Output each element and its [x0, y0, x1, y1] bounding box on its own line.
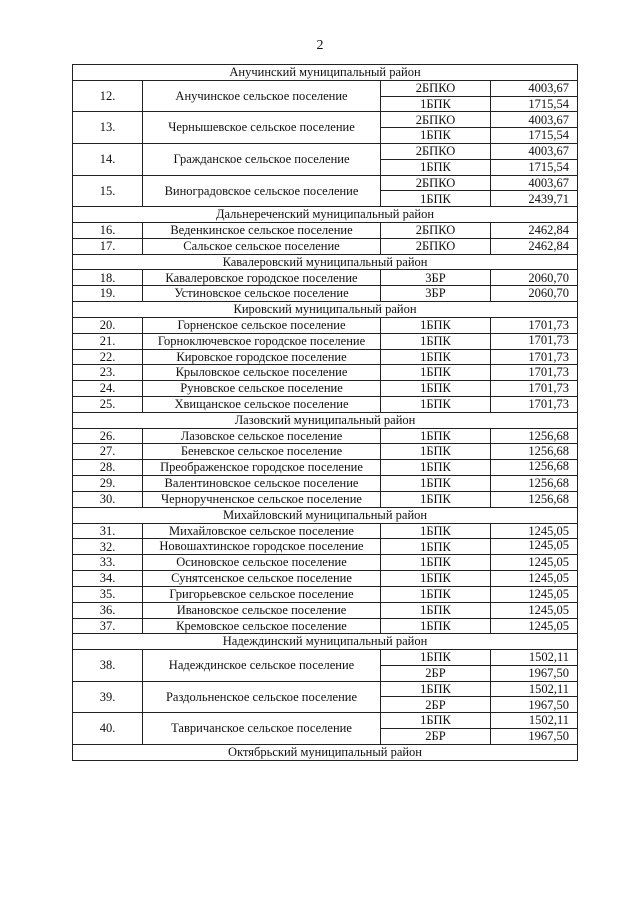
amount-value: 1245,05 — [491, 586, 578, 602]
category-code: 1БПК — [381, 159, 491, 175]
row-number: 30. — [73, 491, 143, 507]
category-code: 2БР — [381, 665, 491, 681]
category-code: 1БПК — [381, 681, 491, 697]
settlement-name: Беневское сельское поселение — [143, 444, 381, 460]
settlement-name: Ивановское сельское поселение — [143, 602, 381, 618]
district-header-row — [73, 412, 578, 428]
table-row — [73, 349, 578, 365]
settlement-name: Черноручненское сельское поселение — [143, 491, 381, 507]
category-code: 1БПК — [381, 602, 491, 618]
row-number: 39. — [73, 681, 143, 713]
settlement-name: Гражданское сельское поселение — [143, 143, 381, 175]
table-row — [73, 476, 578, 492]
amount-value: 1967,50 — [491, 665, 578, 681]
row-number: 38. — [73, 650, 143, 682]
category-code: 1БПК — [381, 317, 491, 333]
settlement-name: Надеждинское сельское поселение — [143, 650, 381, 682]
table-row — [73, 317, 578, 333]
table-row — [73, 539, 578, 555]
category-code: 1БПК — [381, 713, 491, 729]
amount-value: 4003,67 — [491, 112, 578, 128]
settlement-name: Кировское городское поселение — [143, 349, 381, 365]
settlement-name: Лазовское сельское поселение — [143, 428, 381, 444]
settlement-name: Новошахтинское городское поселение — [143, 539, 381, 555]
category-code: 1БПК — [381, 365, 491, 381]
row-number: 12. — [73, 80, 143, 112]
district-name: Октябрьский муниципальный район — [73, 744, 578, 760]
amount-value: 1715,54 — [491, 96, 578, 112]
amount-value: 1245,05 — [491, 571, 578, 587]
settlement-name: Раздольненское сельское поселение — [143, 681, 381, 713]
category-code: 1БПК — [381, 460, 491, 476]
row-number: 28. — [73, 460, 143, 476]
category-code: 2БР — [381, 697, 491, 713]
table-row — [73, 571, 578, 587]
amount-value: 1245,05 — [491, 555, 578, 571]
settlement-name: Виноградовское сельское поселение — [143, 175, 381, 207]
table-row — [73, 80, 578, 96]
amount-value: 4003,67 — [491, 143, 578, 159]
amount-value: 1701,73 — [491, 396, 578, 412]
district-name: Лазовский муниципальный район — [73, 412, 578, 428]
district-header-row — [73, 634, 578, 650]
amount-value: 2439,71 — [491, 191, 578, 207]
district-name: Михайловский муниципальный район — [73, 507, 578, 523]
category-code: 1БПК — [381, 191, 491, 207]
amount-value: 2462,84 — [491, 222, 578, 238]
row-number: 20. — [73, 317, 143, 333]
amount-value: 1701,73 — [491, 317, 578, 333]
settlement-name: Осиновское сельское поселение — [143, 555, 381, 571]
district-header-row — [73, 744, 578, 760]
category-code: 1БПК — [381, 333, 491, 349]
amount-value: 1256,68 — [491, 476, 578, 492]
amount-value: 1967,50 — [491, 697, 578, 713]
row-number: 15. — [73, 175, 143, 207]
table-row — [73, 460, 578, 476]
amount-value: 4003,67 — [491, 175, 578, 191]
amount-value: 1502,11 — [491, 681, 578, 697]
category-code: 1БПК — [381, 96, 491, 112]
category-code: 1БПК — [381, 586, 491, 602]
settlement-name: Крыловское сельское поселение — [143, 365, 381, 381]
district-header-row — [73, 207, 578, 223]
table-row — [73, 270, 578, 286]
table-row — [73, 143, 578, 159]
amount-value: 1502,11 — [491, 650, 578, 666]
row-number: 36. — [73, 602, 143, 618]
district-name: Кировский муниципальный район — [73, 301, 578, 317]
category-code: 3БР — [381, 286, 491, 302]
settlement-name: Веденкинское сельское поселение — [143, 222, 381, 238]
settlement-name: Анучинское сельское поселение — [143, 80, 381, 112]
district-name: Кавалеровский муниципальный район — [73, 254, 578, 270]
table-row — [73, 523, 578, 539]
amount-value: 1701,73 — [491, 333, 578, 349]
amount-value: 4003,67 — [491, 80, 578, 96]
settlement-name: Хвищанское сельское поселение — [143, 396, 381, 412]
row-number: 21. — [73, 333, 143, 349]
row-number: 19. — [73, 286, 143, 302]
row-number: 40. — [73, 713, 143, 745]
category-code: 2БПКО — [381, 80, 491, 96]
category-code: 1БПК — [381, 396, 491, 412]
settlements-table — [72, 64, 578, 761]
settlement-name: Валентиновское сельское поселение — [143, 476, 381, 492]
settlement-name: Кремовское сельское поселение — [143, 618, 381, 634]
table-row — [73, 365, 578, 381]
row-number: 16. — [73, 222, 143, 238]
category-code: 2БПКО — [381, 175, 491, 191]
category-code: 1БПК — [381, 476, 491, 492]
table-row — [73, 333, 578, 349]
row-number: 22. — [73, 349, 143, 365]
table-row — [73, 555, 578, 571]
row-number: 14. — [73, 143, 143, 175]
category-code: 1БПК — [381, 539, 491, 555]
category-code: 1БПК — [381, 491, 491, 507]
category-code: 2БПКО — [381, 238, 491, 254]
amount-value: 1967,50 — [491, 729, 578, 745]
amount-value: 1701,73 — [491, 381, 578, 397]
settlement-name: Сальское сельское поселение — [143, 238, 381, 254]
category-code: 1БПК — [381, 444, 491, 460]
category-code: 1БПК — [381, 618, 491, 634]
row-number: 23. — [73, 365, 143, 381]
table-row — [73, 381, 578, 397]
amount-value: 1256,68 — [491, 444, 578, 460]
category-code: 1БПК — [381, 381, 491, 397]
amount-value: 2060,70 — [491, 286, 578, 302]
amount-value: 2060,70 — [491, 270, 578, 286]
district-header-row — [73, 507, 578, 523]
table-row — [73, 396, 578, 412]
table-row — [73, 112, 578, 128]
row-number: 25. — [73, 396, 143, 412]
table-row — [73, 428, 578, 444]
amount-value: 1245,05 — [491, 523, 578, 539]
district-header-row — [73, 65, 578, 81]
category-code: 1БПК — [381, 571, 491, 587]
row-number: 31. — [73, 523, 143, 539]
district-name: Анучинский муниципальный район — [73, 65, 578, 81]
row-number: 17. — [73, 238, 143, 254]
row-number: 29. — [73, 476, 143, 492]
amount-value: 1245,05 — [491, 602, 578, 618]
table-row — [73, 175, 578, 191]
category-code: 3БР — [381, 270, 491, 286]
district-header-row — [73, 254, 578, 270]
category-code: 1БПК — [381, 128, 491, 144]
amount-value: 1715,54 — [491, 159, 578, 175]
row-number: 34. — [73, 571, 143, 587]
amount-value: 2462,84 — [491, 238, 578, 254]
row-number: 37. — [73, 618, 143, 634]
category-code: 1БПК — [381, 349, 491, 365]
table-row — [73, 286, 578, 302]
amount-value: 1701,73 — [491, 365, 578, 381]
table-row — [73, 491, 578, 507]
row-number: 27. — [73, 444, 143, 460]
row-number: 26. — [73, 428, 143, 444]
category-code: 2БПКО — [381, 112, 491, 128]
amount-value: 1245,05 — [491, 618, 578, 634]
category-code: 2БПКО — [381, 143, 491, 159]
district-name: Дальнереченский муниципальный район — [73, 207, 578, 223]
settlement-name: Устиновское сельское поселение — [143, 286, 381, 302]
category-code: 1БПК — [381, 650, 491, 666]
category-code: 2БПКО — [381, 222, 491, 238]
amount-value: 1245,05 — [491, 539, 578, 555]
row-number: 13. — [73, 112, 143, 144]
table-row — [73, 586, 578, 602]
amount-value: 1256,68 — [491, 428, 578, 444]
page-number: 2 — [316, 38, 324, 53]
settlement-name: Сунятсенское сельское поселение — [143, 571, 381, 587]
category-code: 2БР — [381, 729, 491, 745]
row-number: 18. — [73, 270, 143, 286]
amount-value: 1256,68 — [491, 460, 578, 476]
table-row — [73, 238, 578, 254]
row-number: 32. — [73, 539, 143, 555]
row-number: 33. — [73, 555, 143, 571]
table-row — [73, 602, 578, 618]
table-row — [73, 222, 578, 238]
table-row — [73, 650, 578, 666]
settlement-name: Преображенское городское поселение — [143, 460, 381, 476]
district-name: Надеждинский муниципальный район — [73, 634, 578, 650]
category-code: 1БПК — [381, 428, 491, 444]
settlement-name: Горноключевское городское поселение — [143, 333, 381, 349]
settlement-name: Руновское сельское поселение — [143, 381, 381, 397]
category-code: 1БПК — [381, 555, 491, 571]
table-row — [73, 444, 578, 460]
settlement-name: Григорьевское сельское поселение — [143, 586, 381, 602]
amount-value: 1701,73 — [491, 349, 578, 365]
row-number: 24. — [73, 381, 143, 397]
settlement-name: Михайловское сельское поселение — [143, 523, 381, 539]
amount-value: 1715,54 — [491, 128, 578, 144]
table-row — [73, 713, 578, 729]
amount-value: 1502,11 — [491, 713, 578, 729]
district-header-row — [73, 301, 578, 317]
amount-value: 1256,68 — [491, 491, 578, 507]
settlement-name: Тавричанское сельское поселение — [143, 713, 381, 745]
settlement-name: Чернышевское сельское поселение — [143, 112, 381, 144]
settlement-name: Кавалеровское городское поселение — [143, 270, 381, 286]
table-row — [73, 681, 578, 697]
settlement-name: Горненское сельское поселение — [143, 317, 381, 333]
category-code: 1БПК — [381, 523, 491, 539]
table-row — [73, 618, 578, 634]
row-number: 35. — [73, 586, 143, 602]
